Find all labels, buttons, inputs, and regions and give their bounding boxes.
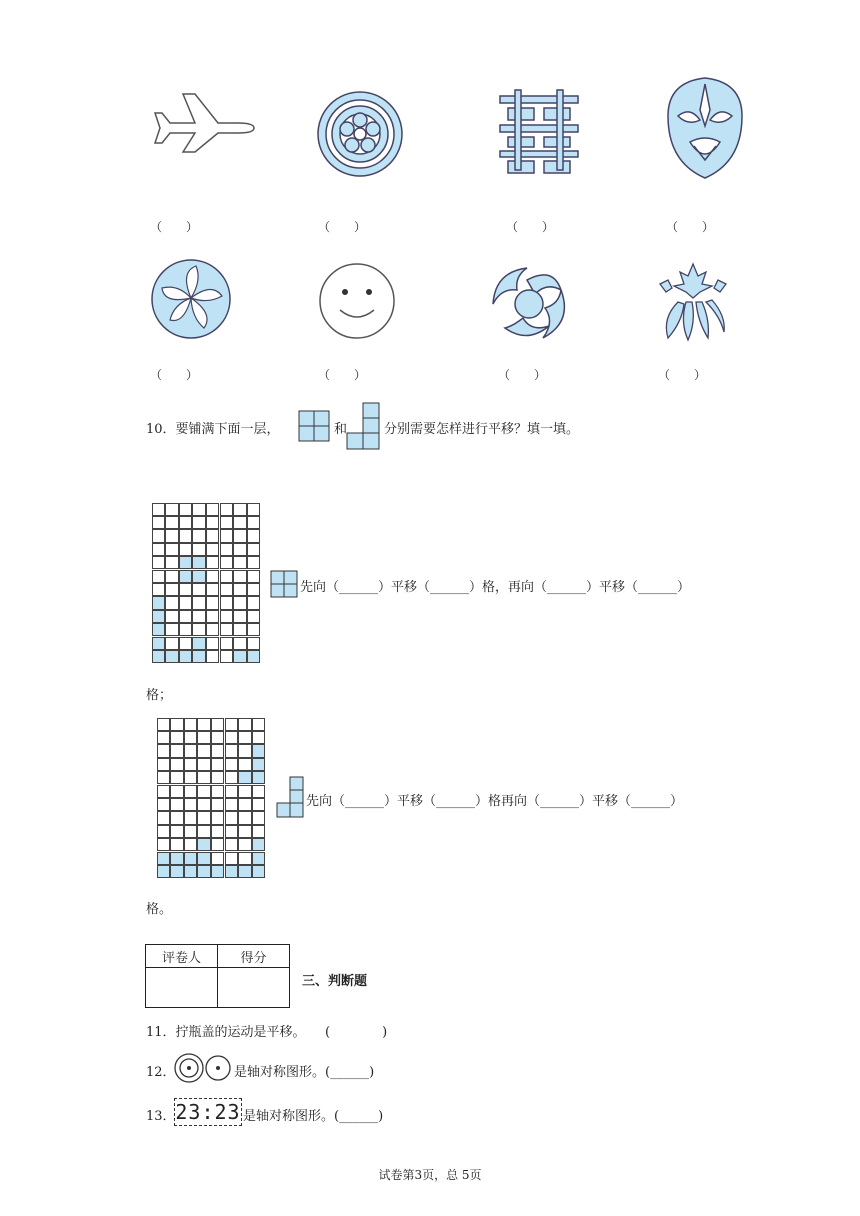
grid-cell	[197, 798, 211, 811]
q10-question: 分别需要怎样进行平移？填一填。	[384, 422, 580, 437]
grid-cell	[157, 852, 171, 865]
square-tile-icon	[270, 570, 298, 598]
grid-cell	[238, 718, 252, 731]
q11-text[interactable]: 11．拧瓶盖的运动是平移。 ( )	[146, 1025, 388, 1040]
grid-cell	[206, 583, 220, 596]
grid-cell	[233, 570, 247, 583]
grid-cell	[252, 758, 266, 771]
grid-cell	[252, 744, 266, 757]
answer-paren-7[interactable]: （ ）	[498, 368, 547, 382]
grid-cell	[225, 825, 239, 838]
grid-cell	[220, 596, 234, 609]
grid-cell	[233, 650, 247, 663]
grid-cell	[206, 516, 220, 529]
grid-cell	[238, 852, 252, 865]
answer-paren-3[interactable]: （ ）	[506, 220, 555, 234]
grid-cell	[170, 771, 184, 784]
grid-cell	[152, 650, 166, 663]
grid-cell	[238, 771, 252, 784]
grid-cell	[252, 731, 266, 744]
grid-cell	[206, 529, 220, 542]
grid-cell	[179, 529, 193, 542]
grid-cell	[220, 570, 234, 583]
grid-cell	[252, 718, 266, 731]
score-header: 得分	[218, 945, 290, 968]
grid-cell	[165, 610, 179, 623]
grid-cell	[184, 798, 198, 811]
answer-paren-8[interactable]: （ ）	[658, 368, 707, 382]
l-tile-icon	[346, 402, 380, 450]
grid-cell	[170, 744, 184, 757]
grid-cell	[152, 610, 166, 623]
digital-clock-icon: 23:23	[175, 1100, 241, 1124]
grid-cell	[184, 825, 198, 838]
answer-paren-6[interactable]: （ ）	[318, 368, 367, 382]
grid-cell	[165, 543, 179, 556]
score-cell[interactable]	[218, 968, 290, 1008]
grid-cell	[192, 637, 206, 650]
grid-cell	[184, 731, 198, 744]
concentric-circles-icon	[173, 1052, 233, 1084]
triple-swirl-icon	[487, 260, 569, 342]
grid-cell	[211, 771, 225, 784]
grid-cell	[225, 798, 239, 811]
grid-cell	[179, 650, 193, 663]
grid-cell	[225, 731, 239, 744]
grid-cell	[157, 731, 171, 744]
grid-cell	[184, 771, 198, 784]
grid-cell	[179, 596, 193, 609]
tiling-grid-1	[152, 503, 261, 664]
grid-cell	[247, 610, 261, 623]
grid-cell	[225, 744, 239, 757]
page-footer: 试卷第3页，总 5页	[378, 1168, 482, 1182]
grid-cell	[247, 543, 261, 556]
grid-cell	[211, 718, 225, 731]
grid-cell	[165, 570, 179, 583]
l-tile-icon	[276, 776, 304, 818]
grid-cell	[197, 758, 211, 771]
grid-cell	[220, 583, 234, 596]
grid-cell	[206, 570, 220, 583]
grader-cell[interactable]	[146, 968, 218, 1008]
grid-cell	[238, 785, 252, 798]
grid-cell	[233, 543, 247, 556]
grid-cell	[220, 503, 234, 516]
q10-text: 10．要铺满下面一层，	[146, 422, 280, 437]
grid-cell	[165, 623, 179, 636]
grid-cell	[170, 731, 184, 744]
grid-cell	[192, 543, 206, 556]
grid-cell	[165, 556, 179, 569]
grid-cell	[238, 811, 252, 824]
grid-cell	[225, 838, 239, 851]
grid-cell	[197, 771, 211, 784]
grid-cell	[179, 570, 193, 583]
grid-cell	[184, 811, 198, 824]
grid-cell	[197, 731, 211, 744]
grid-cell	[238, 825, 252, 838]
grid-cell	[225, 758, 239, 771]
grid-cell	[157, 838, 171, 851]
grid-cell	[165, 583, 179, 596]
answer-paren-1[interactable]: （ ）	[150, 220, 199, 234]
grid-cell	[192, 596, 206, 609]
grid-cell	[211, 838, 225, 851]
grid-cell	[152, 516, 166, 529]
grid-cell	[233, 596, 247, 609]
grid-cell	[157, 771, 171, 784]
grid-cell	[165, 596, 179, 609]
grid-cell	[211, 758, 225, 771]
grid-cell	[252, 785, 266, 798]
grid-cell	[197, 785, 211, 798]
grid-cell	[211, 798, 225, 811]
bauhinia-icon	[150, 258, 232, 340]
grid-cell	[247, 583, 261, 596]
smiley-icon	[318, 262, 396, 340]
grid-cell	[206, 503, 220, 516]
grid-cell	[192, 610, 206, 623]
grid-cell	[197, 718, 211, 731]
grid-cell	[152, 556, 166, 569]
grid-cell	[233, 583, 247, 596]
grid-cell	[247, 556, 261, 569]
q12-text[interactable]: 是轴对称图形。(______)	[234, 1065, 375, 1080]
grid-cell	[247, 503, 261, 516]
grid-cell	[184, 744, 198, 757]
grid-cell	[225, 865, 239, 878]
grid-cell	[152, 543, 166, 556]
grid-cell	[252, 852, 266, 865]
opera-mask-icon	[664, 76, 746, 180]
grid-cell	[152, 570, 166, 583]
grid-cell	[157, 718, 171, 731]
grid-cell	[252, 838, 266, 851]
grid-cell	[192, 650, 206, 663]
grid-cell	[184, 718, 198, 731]
grid-cell	[197, 825, 211, 838]
grid-cell	[206, 556, 220, 569]
grid-cell	[192, 570, 206, 583]
q12-number: 12．	[146, 1065, 176, 1080]
grid-cell	[247, 529, 261, 542]
grid-cell	[220, 516, 234, 529]
grid-cell	[220, 637, 234, 650]
grid-cell	[225, 811, 239, 824]
grid-cell	[211, 731, 225, 744]
grid-cell	[165, 529, 179, 542]
grid-cell	[170, 718, 184, 731]
grid-cell	[184, 785, 198, 798]
grid-cell	[157, 825, 171, 838]
q10-and: 和	[334, 422, 348, 437]
grid-cell	[192, 529, 206, 542]
grid-cell	[247, 516, 261, 529]
grid-cell	[211, 811, 225, 824]
grid-cell	[220, 529, 234, 542]
grid-cell	[157, 744, 171, 757]
grid-cell	[170, 838, 184, 851]
grid-cell	[179, 623, 193, 636]
grid-cell	[225, 785, 239, 798]
grid-cell	[170, 811, 184, 824]
grid-cell	[247, 623, 261, 636]
grid-cell	[247, 570, 261, 583]
answer-paren-2[interactable]: （ ）	[318, 220, 367, 234]
grid-cell	[192, 503, 206, 516]
grid-cell	[220, 610, 234, 623]
grid-cell	[225, 852, 239, 865]
grid-cell	[197, 865, 211, 878]
grid-cell	[233, 529, 247, 542]
grid-cell	[152, 529, 166, 542]
grid-cell	[192, 583, 206, 596]
grid-cell	[238, 731, 252, 744]
grid-cell	[157, 798, 171, 811]
flower-icon	[313, 88, 407, 180]
grid-cell	[206, 596, 220, 609]
grid-cell	[197, 744, 211, 757]
grid-cell	[238, 758, 252, 771]
grid-cell	[192, 623, 206, 636]
grid-cell	[220, 623, 234, 636]
q10-line2-end: 格。	[146, 902, 173, 917]
grid-cell	[252, 771, 266, 784]
grid-cell	[206, 623, 220, 636]
grid-cell	[238, 798, 252, 811]
grid-cell	[170, 865, 184, 878]
grid-cell	[184, 865, 198, 878]
grid-cell	[225, 718, 239, 731]
q10-line2[interactable]: 先向（______）平移（______）格再向（______）平移（______）	[306, 794, 684, 809]
grid-cell	[184, 838, 198, 851]
grid-cell	[165, 637, 179, 650]
grid-cell	[197, 811, 211, 824]
grid-cell	[252, 825, 266, 838]
grid-cell	[247, 650, 261, 663]
grid-cell	[211, 785, 225, 798]
grid-cell	[233, 610, 247, 623]
q13-text[interactable]: 是轴对称图形。(______)	[243, 1109, 384, 1124]
grid-cell	[211, 744, 225, 757]
grid-cell	[179, 543, 193, 556]
grid-cell	[233, 623, 247, 636]
q13-number: 13．	[146, 1109, 176, 1124]
grid-cell	[206, 543, 220, 556]
grid-cell	[211, 852, 225, 865]
tiling-grid-2	[157, 718, 266, 879]
grid-cell	[211, 865, 225, 878]
grid-cell	[206, 610, 220, 623]
grid-cell	[152, 583, 166, 596]
grid-cell	[247, 596, 261, 609]
grid-cell	[225, 771, 239, 784]
grid-cell	[238, 865, 252, 878]
grid-cell	[170, 758, 184, 771]
grid-cell	[170, 825, 184, 838]
grid-cell	[252, 811, 266, 824]
grid-cell	[220, 543, 234, 556]
grid-cell	[157, 865, 171, 878]
square-tile-icon	[298, 410, 330, 442]
grid-cell	[179, 503, 193, 516]
grid-cell	[152, 596, 166, 609]
grid-cell	[157, 785, 171, 798]
grid-cell	[170, 852, 184, 865]
grid-cell	[170, 798, 184, 811]
grid-cell	[220, 650, 234, 663]
grid-cell	[179, 637, 193, 650]
grid-cell	[179, 583, 193, 596]
grid-cell	[206, 637, 220, 650]
grid-cell	[233, 556, 247, 569]
score-table	[145, 944, 290, 1008]
grid-cell	[206, 650, 220, 663]
grid-cell	[157, 811, 171, 824]
grid-cell	[170, 785, 184, 798]
grid-cell	[197, 852, 211, 865]
grader-header: 评卷人	[146, 945, 218, 968]
grid-cell	[152, 637, 166, 650]
grid-cell	[233, 516, 247, 529]
grid-cell	[197, 838, 211, 851]
grid-cell	[179, 516, 193, 529]
answer-paren-4[interactable]: （ ）	[666, 220, 715, 234]
bamboo-leaf-icon	[652, 262, 734, 342]
grid-cell	[247, 637, 261, 650]
grid-cell	[238, 838, 252, 851]
double-happiness-icon	[498, 88, 580, 178]
grid-cell	[179, 556, 193, 569]
grid-cell	[211, 825, 225, 838]
grid-cell	[233, 503, 247, 516]
q10-line1[interactable]: 先向（______）平移（______）格，再向（______）平移（______）	[300, 580, 691, 595]
grid-cell	[165, 650, 179, 663]
grid-cell	[220, 556, 234, 569]
grid-cell	[238, 744, 252, 757]
grid-cell	[252, 865, 266, 878]
grid-cell	[165, 516, 179, 529]
grid-cell	[252, 798, 266, 811]
grid-cell	[233, 637, 247, 650]
grid-cell	[165, 503, 179, 516]
airplane-icon	[150, 92, 256, 154]
grid-cell	[192, 556, 206, 569]
grid-cell	[184, 758, 198, 771]
grid-cell	[184, 852, 198, 865]
section-title: 三、判断题	[302, 974, 368, 989]
q10-line1-end: 格；	[146, 688, 173, 703]
grid-cell	[157, 758, 171, 771]
answer-paren-5[interactable]: （ ）	[150, 368, 199, 382]
grid-cell	[152, 503, 166, 516]
grid-cell	[179, 610, 193, 623]
grid-cell	[192, 516, 206, 529]
grid-cell	[152, 623, 166, 636]
